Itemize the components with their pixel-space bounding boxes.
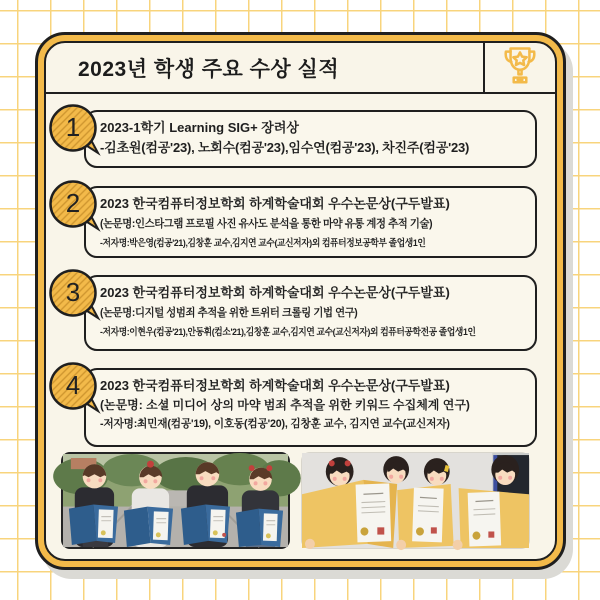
badge-number: 3 — [65, 276, 81, 307]
paper-title: (논문명:인스타그램 프로필 사진 유사도 분석을 통한 마약 유통 계정 추적 기술) — [100, 217, 433, 230]
photo-indoor-awardees — [301, 452, 530, 549]
paper-authors: -저자명:이현우(컴공'21),안동휘(컴소'21),김창훈 교수,김지연 교수(교신저자)외 컴퓨터공학전공 졸업생1인 — [100, 326, 476, 338]
badge-3 — [46, 267, 102, 323]
award-list — [46, 94, 555, 559]
award-item-1 — [65, 110, 537, 168]
award-item-2 — [65, 186, 537, 258]
award-title: 2023 한국컴퓨터정보학회 하계학술대회 우수논문상(구두발표) — [100, 196, 450, 211]
award-item-3 — [65, 275, 537, 351]
award-card — [35, 32, 566, 570]
badge-number: 2 — [65, 187, 81, 218]
badge-number: 1 — [65, 111, 81, 142]
badge-2 — [46, 178, 102, 234]
card-header — [46, 43, 555, 94]
award-title: 2023 한국컴퓨터정보학회 하계학술대회 우수논문상(구두발표) — [100, 378, 450, 393]
badge-4 — [46, 360, 102, 416]
photo-outdoor-awardees — [61, 452, 290, 549]
page-title: 2023년 학생 주요 수상 실적 — [78, 57, 340, 81]
badge-1 — [46, 102, 102, 158]
award-title: 2023 한국컴퓨터정보학회 하계학술대회 우수논문상(구두발표) — [100, 285, 450, 300]
award-card-inner — [44, 41, 557, 561]
award-recipients: -김초원(컴공'23), 노회수(컴공'23),임수연(컴공'23), 차진주(컴공'23) — [100, 139, 470, 155]
trophy-icon — [498, 43, 542, 92]
paper-title: (논문명: 소셜 미디어 상의 마약 범죄 추적을 위한 키워드 수집체계 연구) — [100, 397, 470, 412]
paper-title: (논문명:디지털 성범죄 추적을 위한 트위터 크롤링 기법 연구) — [100, 306, 358, 319]
award-item-4 — [65, 368, 537, 447]
trophy-box — [483, 43, 555, 92]
photo-row — [61, 452, 543, 549]
paper-authors: -저자명:박은영(컴공'21),김창훈 교수,김지연 교수(교신저자)외 컴퓨터정보공학부 졸업생1인 — [100, 237, 426, 249]
badge-number: 4 — [65, 369, 81, 400]
award-title: 2023-1학기 Learning SIG+ 장려상 — [100, 120, 299, 135]
paper-authors: -저자명:최민재(컴공'19), 이호동(컴공'20), 김창훈 교수, 김지연 교수(교신저자) — [100, 418, 450, 431]
